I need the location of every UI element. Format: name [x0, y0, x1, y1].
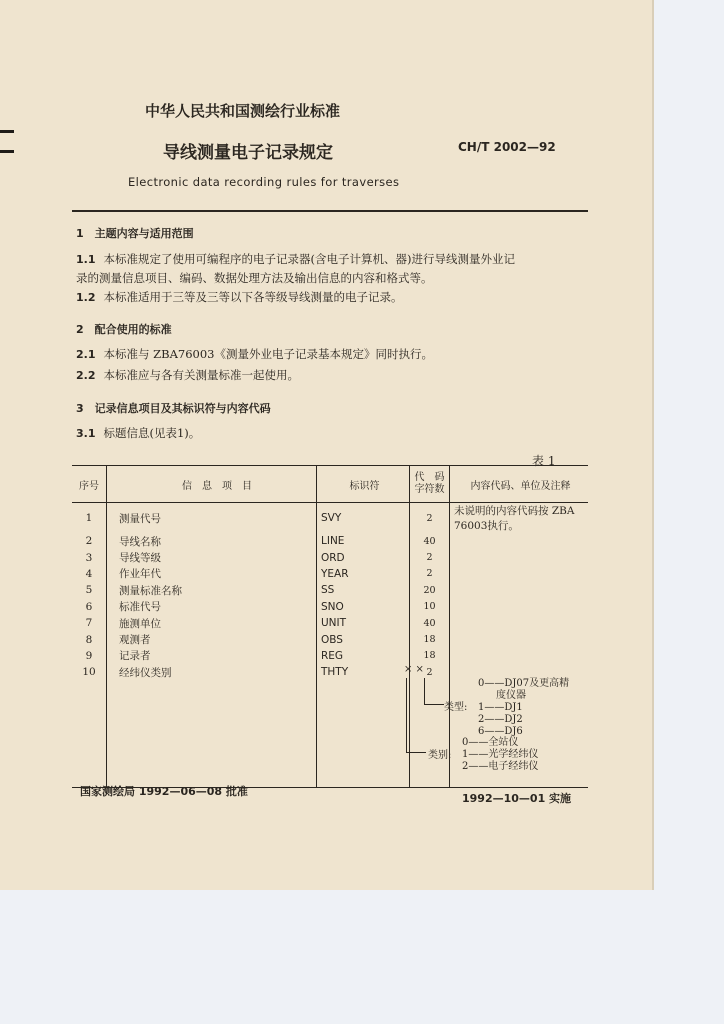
row-identifier: UNIT — [317, 615, 410, 631]
section-3-title: 3 记录信息项目及其标识符与内容代码 — [76, 402, 271, 415]
para-number: 3.1 — [76, 427, 96, 440]
para-1-1-cont: 录的测量信息项目、编码、数据处理方法及输出信息的内容和格式等。 — [76, 271, 433, 285]
row-identifier: THTY — [317, 664, 410, 680]
para-text: 本标准规定了使用可编程序的电子记录器(含电子计算机、器)进行导线测量外业记 — [103, 252, 515, 266]
class-label: 类别: — [428, 750, 452, 761]
type-item: 0——DJ07及更高精 — [478, 678, 570, 689]
section-1-title: 1 主题内容与适用范围 — [76, 227, 194, 240]
row-identifier: ORD — [317, 549, 410, 565]
binding-mark — [0, 150, 14, 153]
spacer-cell — [317, 681, 410, 788]
type-item: 度仪器 — [496, 690, 526, 701]
para-number: 2.2 — [76, 369, 96, 382]
row-char-count: 18 — [410, 631, 450, 647]
row-identifier: OBS — [317, 631, 410, 647]
section-2-title: 2 配合使用的标准 — [76, 323, 172, 336]
approval-date: 国家测绘局 1992—06—08 批准 — [80, 785, 248, 798]
row-char-count: 2 — [410, 503, 450, 534]
class-item: 0——全站仪 — [462, 737, 519, 748]
row-note-empty — [450, 615, 589, 631]
table-row — [72, 549, 588, 565]
row-item: 测量标准名称 — [107, 582, 317, 598]
row-item: 测量代号 — [107, 503, 317, 534]
table-row — [72, 599, 588, 615]
row-note-empty — [450, 566, 589, 582]
type-items — [478, 678, 569, 738]
row-identifier: LINE — [317, 533, 410, 549]
para-1-1 — [76, 251, 515, 267]
row-no: 6 — [85, 600, 93, 613]
row-note-empty — [450, 549, 589, 565]
type-item: 1——DJ1 — [478, 702, 523, 713]
para-number: 2.1 — [76, 348, 96, 361]
english-title: Electronic data recording rules for traverses — [128, 175, 400, 189]
row-item: 经纬仪类别 — [107, 664, 317, 680]
bracket-line — [406, 752, 426, 753]
binding-mark — [0, 130, 14, 133]
class-item: 1——光学经纬仪 — [462, 749, 539, 760]
effective-date: 1992—10—01 实施 — [462, 792, 572, 805]
row-no: 10 — [82, 666, 96, 679]
col-header-item: 信 息 项 目 — [107, 466, 317, 503]
class-items — [462, 737, 538, 773]
para-2-1 — [76, 346, 433, 362]
row-identifier: SNO — [317, 599, 410, 615]
para-text: 本标准应与各有关测量标准一起使用。 — [103, 368, 299, 382]
standard-org: 中华人民共和国测绘行业标准 — [145, 102, 341, 120]
para-number: 1.2 — [76, 291, 96, 304]
row-note-empty — [450, 648, 589, 664]
table-row — [72, 648, 588, 664]
row-no: 5 — [85, 584, 93, 597]
table-row — [72, 533, 588, 549]
col-header-len: 代 码 字符数 — [410, 466, 450, 503]
type-item: 2——DJ2 — [478, 714, 523, 725]
row-no: 2 — [85, 535, 93, 548]
row-note: 未说明的内容代码按 ZBA 76003执行。 — [450, 503, 589, 534]
row-item: 作业年代 — [107, 566, 317, 582]
row-item: 观测者 — [107, 631, 317, 647]
row-char-count: 20 — [410, 582, 450, 598]
row-char-count: 40 — [410, 615, 450, 631]
document-title: 导线测量电子记录规定 — [163, 143, 333, 163]
standard-code: CH/T 2002—92 — [458, 140, 556, 154]
row-identifier: YEAR — [317, 566, 410, 582]
row-no: 3 — [85, 551, 93, 564]
col-header-no: 序号 — [72, 466, 107, 503]
row-item: 导线等级 — [107, 549, 317, 565]
type-item: 6——DJ6 — [478, 726, 523, 737]
code-xx: × × — [404, 664, 424, 675]
row-no: 8 — [85, 633, 93, 646]
type-label: 类型: — [444, 702, 468, 713]
table-row — [72, 503, 588, 534]
para-number: 1.1 — [76, 253, 96, 266]
para-1-2 — [76, 289, 403, 305]
row-char-count: 2 — [410, 566, 450, 582]
table-row — [72, 566, 588, 582]
spacer-cell — [107, 681, 317, 788]
table-row — [72, 615, 588, 631]
row-item: 施测单位 — [107, 615, 317, 631]
row-note-empty — [450, 631, 589, 647]
row-identifier: SS — [317, 582, 410, 598]
para-3-1 — [76, 425, 200, 441]
row-no: 1 — [85, 512, 93, 524]
row-note-empty — [450, 582, 589, 598]
spacer-cell — [410, 681, 450, 788]
header-rule — [72, 210, 588, 212]
row-note-empty — [450, 599, 589, 615]
row-item: 标准代号 — [107, 599, 317, 615]
spacer-cell — [72, 681, 107, 788]
bracket-line — [406, 678, 407, 752]
row-char-count: 18 — [410, 648, 450, 664]
row-no: 9 — [85, 649, 93, 662]
bracket-line — [424, 678, 425, 704]
row-char-count: 10 — [410, 599, 450, 615]
row-no: 4 — [85, 567, 93, 580]
table-header-row — [72, 466, 588, 503]
row-note-empty — [450, 533, 589, 549]
col-header-id: 标识符 — [317, 466, 410, 503]
table-row — [72, 582, 588, 598]
para-text: 标题信息(见表1)。 — [103, 426, 201, 440]
row-item: 导线名称 — [107, 533, 317, 549]
row-char-count: 2 — [410, 664, 450, 680]
table-label: 表 1 — [532, 454, 556, 468]
row-no: 7 — [85, 617, 93, 630]
row-identifier: SVY — [317, 503, 410, 534]
para-text: 本标准与 ZBA76003《测量外业电子记录基本规定》同时执行。 — [103, 347, 433, 361]
para-text: 本标准适用于三等及三等以下各等级导线测量的电子记录。 — [103, 290, 403, 304]
row-char-count: 40 — [410, 533, 450, 549]
row-char-count: 2 — [410, 549, 450, 565]
para-2-2 — [76, 367, 299, 383]
table-row — [72, 631, 588, 647]
class-item: 2——电子经纬仪 — [462, 761, 539, 772]
row-identifier: REG — [317, 648, 410, 664]
row-item: 记录者 — [107, 648, 317, 664]
bracket-line — [424, 704, 444, 705]
col-header-note: 内容代码、单位及注释 — [450, 466, 589, 503]
